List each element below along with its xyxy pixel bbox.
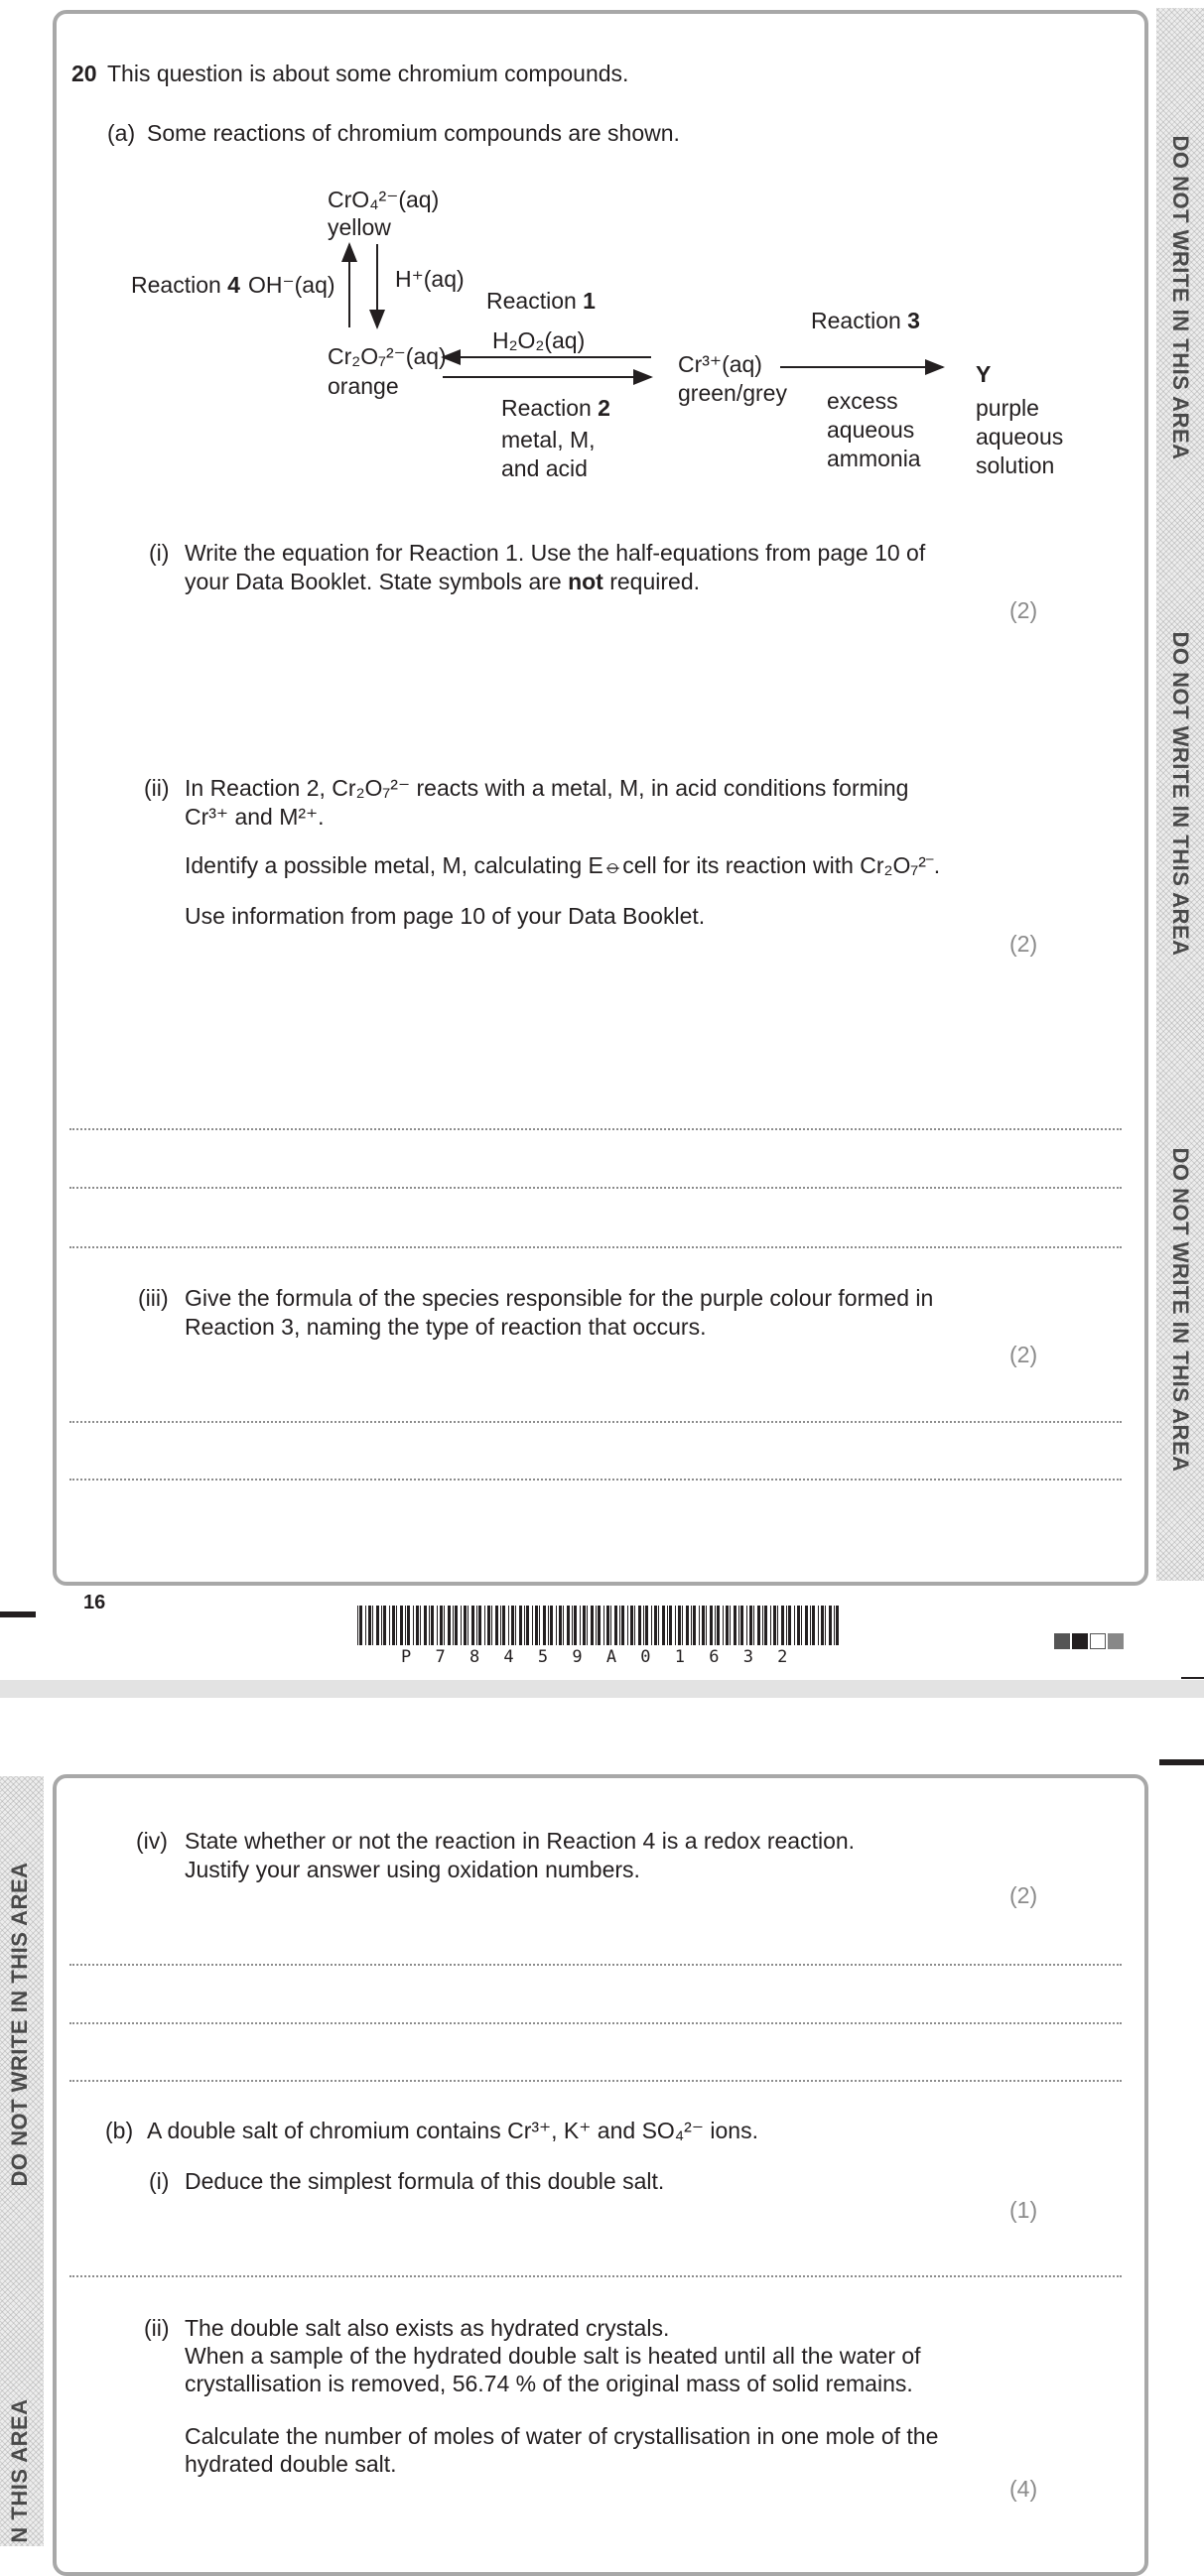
- reaction3-label: Reaction 3: [811, 308, 920, 333]
- barcode-bar: [381, 1606, 382, 1645]
- barcode-bar: [764, 1606, 767, 1645]
- barcode-bar: [596, 1606, 597, 1645]
- barcode-bar: [487, 1606, 490, 1645]
- barcode-bar: [396, 1606, 397, 1645]
- chromate-colour: yellow: [328, 214, 391, 240]
- barcode-bar: [726, 1606, 729, 1645]
- barcode-bar: [464, 1606, 467, 1645]
- barcode-bar: [693, 1606, 696, 1645]
- part-a-text: Some reactions of chromium compounds are shown.: [147, 120, 680, 146]
- barcode-bar: [368, 1606, 371, 1645]
- barcode-bar: [740, 1606, 743, 1645]
- question-number: 20: [71, 61, 97, 86]
- hplus-label: H⁺(aq): [395, 266, 465, 292]
- barcode-bar: [444, 1606, 445, 1645]
- barcode-bar: [812, 1606, 815, 1645]
- barcode-bar: [686, 1606, 689, 1645]
- barcode-bar: [461, 1606, 462, 1645]
- barcode-bar: [491, 1606, 492, 1645]
- barcode-bar: [753, 1606, 754, 1645]
- page-separator: [0, 1680, 1204, 1698]
- barcode-bar: [359, 1606, 362, 1645]
- barcode-bar: [524, 1606, 525, 1645]
- barcode-bar: [448, 1606, 451, 1645]
- part-iv-line1: State whether or not the reaction in Reaction 4 is a redox reaction.: [185, 1828, 856, 1854]
- barcode-bar: [715, 1606, 716, 1645]
- part-i-marks: (2): [1009, 597, 1038, 623]
- answer-line-iv-1[interactable]: [69, 1964, 1122, 1966]
- dichromate-colour: orange: [328, 373, 399, 399]
- barcode-bar: [667, 1606, 668, 1645]
- barcode-bar: [556, 1606, 557, 1645]
- barcode-bar: [801, 1606, 802, 1645]
- barcode-bar: [627, 1606, 628, 1645]
- question-intro: This question is about some chromium compounds.: [107, 61, 629, 86]
- barcode-bar: [757, 1606, 760, 1645]
- reaction2-acid: and acid: [501, 455, 588, 481]
- part-b-ii-line3: crystallisation is removed, 56.74 % of the original mass of solid remains.: [185, 2371, 913, 2396]
- part-ii-marks: (2): [1009, 931, 1038, 957]
- barcode-bar: [567, 1606, 570, 1645]
- part-b-ii-marks: (4): [1009, 2476, 1038, 2502]
- marker-square-4: [1108, 1633, 1124, 1649]
- barcode-bar: [682, 1606, 683, 1645]
- barcode-bar: [453, 1606, 454, 1645]
- barcode-bar: [587, 1606, 588, 1645]
- barcode-bar: [638, 1606, 641, 1645]
- part-b-ii-line2: When a sample of the hydrated double salt is heated until all the water of: [185, 2343, 921, 2369]
- barcode-bar: [702, 1606, 705, 1645]
- barcode-bar: [810, 1606, 811, 1645]
- answer-line-iv-2[interactable]: [69, 2022, 1122, 2024]
- barcode-bar: [400, 1606, 403, 1645]
- part-a-label: (a): [107, 120, 136, 146]
- part-iii-marks: (2): [1009, 1342, 1038, 1367]
- barcode-bar: [532, 1606, 533, 1645]
- barcode-bar: [357, 1606, 358, 1645]
- barcode-bar: [730, 1606, 731, 1645]
- barcode-bar: [519, 1606, 522, 1645]
- barcode-bar: [606, 1606, 609, 1645]
- barcode-bar: [614, 1606, 617, 1645]
- reagent-excess: excess: [827, 388, 898, 414]
- answer-line-b-i[interactable]: [69, 2275, 1122, 2277]
- page-marker-squares: [1054, 1633, 1126, 1649]
- barcode-bar: [781, 1606, 784, 1645]
- barcode-bar: [365, 1606, 366, 1645]
- barcode-bar: [621, 1606, 624, 1645]
- barcode-bar: [543, 1606, 546, 1645]
- barcode-bar: [762, 1606, 763, 1645]
- barcode-bar: [511, 1606, 514, 1645]
- barcode-bar: [829, 1606, 832, 1645]
- barcode-bar: [603, 1606, 604, 1645]
- barcode-bar: [669, 1606, 672, 1645]
- part-iii-label: (iii): [138, 1285, 169, 1311]
- barcode-bar: [678, 1606, 681, 1645]
- barcode-bar: [416, 1606, 419, 1645]
- barcode-bar: [717, 1606, 720, 1645]
- part-ii-line3: Identify a possible metal, M, calculating E⦵cell for its reaction with Cr₂O₇²⁻.: [185, 852, 941, 878]
- part-b-ii-line1: The double salt also exists as hydrated crystals.: [185, 2315, 670, 2341]
- chromate-formula: CrO₄²⁻(aq): [328, 187, 440, 212]
- barcode-bar: [392, 1606, 395, 1645]
- barcode-bar: [420, 1606, 421, 1645]
- barcode-bar: [574, 1606, 577, 1645]
- barcode-bars: [357, 1606, 840, 1645]
- barcode-bar: [440, 1606, 443, 1645]
- reaction2-label: Reaction 2: [501, 395, 610, 421]
- barcode-bar: [675, 1606, 676, 1645]
- barcode-bar: [405, 1606, 406, 1645]
- part-b-i-marks: (1): [1009, 2197, 1038, 2223]
- page-edge-mark-right: [1181, 1677, 1204, 1679]
- barcode-bar: [738, 1606, 739, 1645]
- barcode-bar: [797, 1606, 800, 1645]
- part-b-i-text: Deduce the simplest formula of this double salt.: [185, 2168, 665, 2194]
- part-i-label: (i): [149, 540, 170, 566]
- barcode-bar: [749, 1606, 752, 1645]
- barcode-bar: [508, 1606, 509, 1645]
- answer-line-ii-1[interactable]: [69, 1128, 1122, 1130]
- barcode-bar: [658, 1606, 659, 1645]
- barcode-bar: [805, 1606, 808, 1645]
- part-iv-marks: (2): [1009, 1882, 1038, 1908]
- reaction1-label: Reaction 1: [486, 288, 596, 314]
- barcode-bar: [484, 1606, 485, 1645]
- barcode-bar: [383, 1606, 386, 1645]
- barcode-bar: [723, 1606, 724, 1645]
- barcode-bar: [591, 1606, 594, 1645]
- barcode-bar: [550, 1606, 553, 1645]
- barcode-bar: [773, 1606, 776, 1645]
- marker-square-3: [1090, 1633, 1106, 1649]
- barcode-bar: [476, 1606, 477, 1645]
- barcode-bar: [376, 1606, 379, 1645]
- part-b-ii-line4: Calculate the number of moles of water of crystallisation in one mole of the: [185, 2423, 939, 2449]
- reagent-ammonia: ammonia: [827, 446, 921, 471]
- answer-line-ii-3[interactable]: [69, 1246, 1122, 1248]
- part-iii-line1: Give the formula of the species responsible for the purple colour formed in: [185, 1285, 934, 1311]
- barcode-bar: [495, 1606, 498, 1645]
- barcode-bar: [821, 1606, 824, 1645]
- barcode-bar: [535, 1606, 538, 1645]
- barcode-bar: [500, 1606, 501, 1645]
- barcode-bar: [777, 1606, 778, 1645]
- barcode-bar: [706, 1606, 707, 1645]
- marker-square-2: [1072, 1633, 1088, 1649]
- barcode-bar: [559, 1606, 562, 1645]
- barcode-bar: [563, 1606, 564, 1645]
- barcode-bar: [645, 1606, 648, 1645]
- barcode-bar: [478, 1606, 481, 1645]
- part-b-ii-label: (ii): [144, 2315, 170, 2341]
- barcode-bar: [662, 1606, 665, 1645]
- reaction4-label: Reaction 4: [131, 272, 240, 298]
- barcode-bar: [424, 1606, 427, 1645]
- barcode-bar: [746, 1606, 747, 1645]
- answer-line-ii-2[interactable]: [69, 1187, 1122, 1189]
- margin-warning-3: DO NOT WRITE IN THIS AREA: [1168, 1147, 1193, 1473]
- barcode-bar: [643, 1606, 644, 1645]
- margin-warning-1: DO NOT WRITE IN THIS AREA: [1168, 135, 1193, 460]
- barcode-bar: [836, 1606, 839, 1645]
- barcode-bar: [526, 1606, 529, 1645]
- barcode-bar: [651, 1606, 652, 1645]
- part-iii-line2: Reaction 3, naming the type of reaction that occurs.: [185, 1314, 707, 1340]
- barcode-bar: [437, 1606, 438, 1645]
- barcode-bar: [786, 1606, 787, 1645]
- barcode-bar: [834, 1606, 835, 1645]
- barcode-bar: [610, 1606, 611, 1645]
- answer-line-iii-2[interactable]: [69, 1479, 1122, 1481]
- barcode-bar: [413, 1606, 414, 1645]
- product-solution: solution: [976, 452, 1055, 478]
- part-b-i-label: (i): [149, 2168, 170, 2194]
- barcode-bar: [794, 1606, 795, 1645]
- barcode-bar: [429, 1606, 430, 1645]
- barcode-bar: [572, 1606, 573, 1645]
- product-y: Y: [976, 361, 992, 387]
- barcode-bar: [598, 1606, 601, 1645]
- barcode-bar: [580, 1606, 581, 1645]
- part-ii-line4: Use information from page 10 of your Data Booklet.: [185, 903, 706, 929]
- part-b-ii-line5: hydrated double salt.: [185, 2451, 397, 2477]
- hydroxide-label: OH⁻(aq): [248, 272, 335, 298]
- barcode: [357, 1606, 840, 1645]
- part-iv-label: (iv): [136, 1828, 168, 1854]
- barcode-bar: [788, 1606, 791, 1645]
- barcode-bar: [471, 1606, 474, 1645]
- page-number: 16: [83, 1592, 106, 1613]
- part-b-label: (b): [105, 2118, 134, 2143]
- part-iv-line2: Justify your answer using oxidation numbers.: [185, 1857, 640, 1882]
- page-edge-mark-left: [0, 1611, 36, 1617]
- barcode-bar: [770, 1606, 771, 1645]
- barcode-bar: [548, 1606, 549, 1645]
- barcode-bar: [455, 1606, 458, 1645]
- barcode-text: P 7 8 4 5 9 A 0 1 6 3 2: [401, 1647, 795, 1667]
- reagent-aqueous: aqueous: [827, 417, 915, 443]
- part-ii-label: (ii): [144, 775, 170, 801]
- barcode-bar: [825, 1606, 826, 1645]
- part-b-text: A double salt of chromium contains Cr³⁺, K⁺ and SO₄²⁻ ions.: [147, 2118, 758, 2143]
- barcode-bar: [818, 1606, 819, 1645]
- dichromate-formula: Cr₂O₇²⁻(aq): [328, 343, 447, 369]
- page-edge-mark-right-2: [1159, 1759, 1204, 1765]
- barcode-bar: [407, 1606, 410, 1645]
- product-aqueous: aqueous: [976, 424, 1064, 450]
- barcode-bar: [710, 1606, 713, 1645]
- barcode-bar: [539, 1606, 540, 1645]
- barcode-bar: [654, 1606, 657, 1645]
- barcode-bar: [583, 1606, 586, 1645]
- barcode-bar: [691, 1606, 692, 1645]
- margin-warning-left-partial: N THIS AREA: [7, 2398, 32, 2543]
- barcode-bar: [515, 1606, 516, 1645]
- chromium3-colour: green/grey: [678, 380, 787, 406]
- barcode-bar: [734, 1606, 736, 1645]
- barcode-bar: [389, 1606, 390, 1645]
- part-i-line1: Write the equation for Reaction 1. Use the half-equations from page 10 of: [185, 540, 926, 566]
- part-i-line2: your Data Booklet. State symbols are not required.: [185, 569, 701, 594]
- part-ii-line1: In Reaction 2, Cr₂O₇²⁻ reacts with a metal, M, in acid conditions forming: [185, 775, 909, 801]
- barcode-bar: [502, 1606, 505, 1645]
- reaction2-metal: metal, M,: [501, 427, 596, 452]
- chromium3-formula: Cr³⁺(aq): [678, 351, 762, 377]
- product-purple: purple: [976, 395, 1039, 421]
- margin-warning-2: DO NOT WRITE IN THIS AREA: [1168, 631, 1193, 957]
- answer-line-iii-1[interactable]: [69, 1421, 1122, 1423]
- barcode-bar: [372, 1606, 373, 1645]
- barcode-bar: [619, 1606, 620, 1645]
- h2o2-label: H₂O₂(aq): [492, 327, 586, 353]
- barcode-bar: [699, 1606, 700, 1645]
- barcode-bar: [634, 1606, 635, 1645]
- part-ii-line2: Cr³⁺ and M²⁺.: [185, 804, 325, 830]
- marker-square-1: [1054, 1633, 1070, 1649]
- margin-warning-left: DO NOT WRITE IN THIS AREA: [7, 1862, 32, 2187]
- answer-line-iv-3[interactable]: [69, 2080, 1122, 2082]
- barcode-bar: [431, 1606, 434, 1645]
- barcode-bar: [630, 1606, 633, 1645]
